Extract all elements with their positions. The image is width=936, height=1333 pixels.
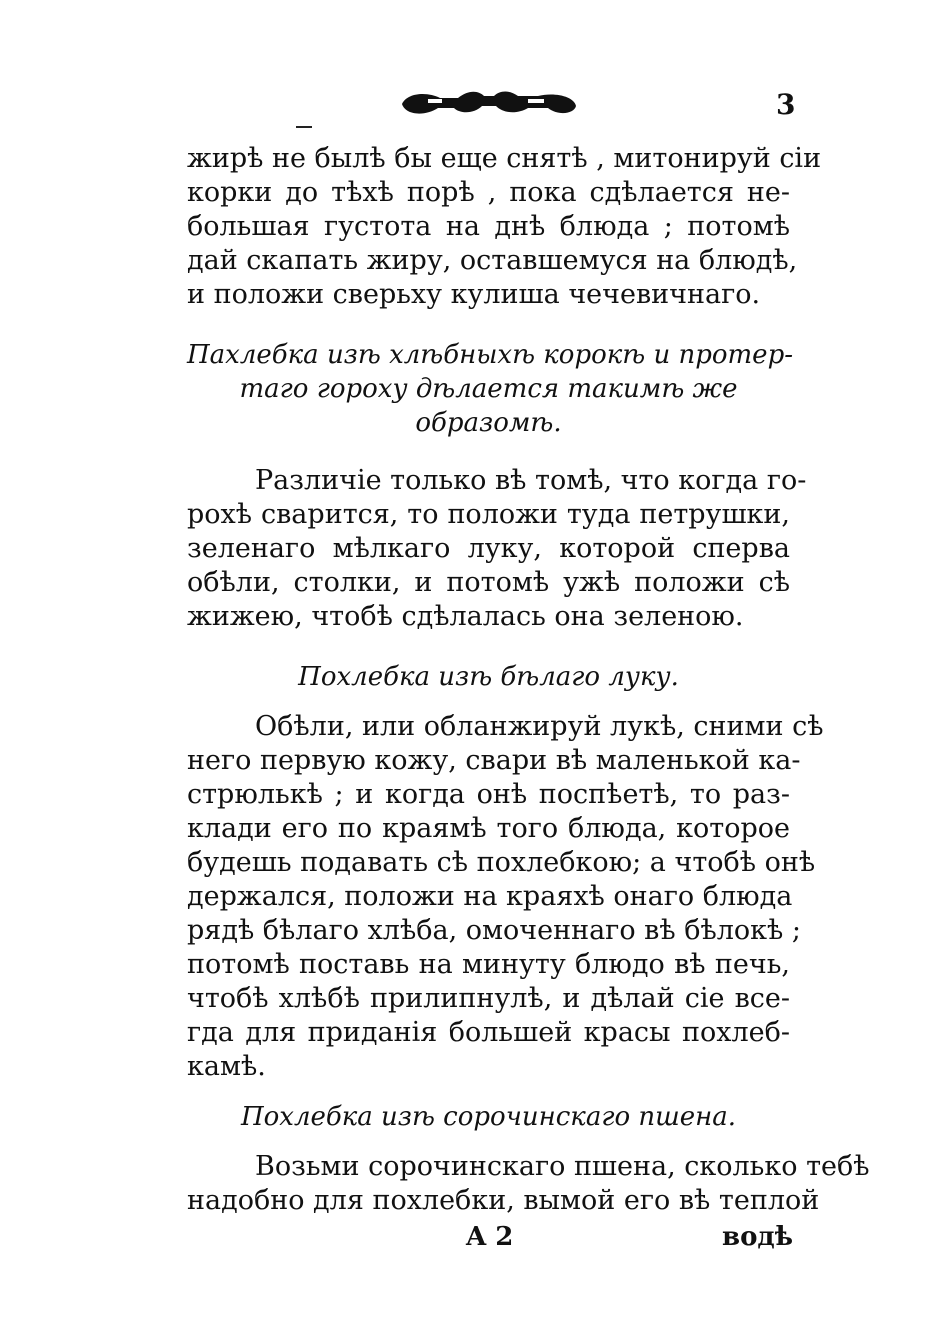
text-line: держался, положи на краяхѣ онаго блюда	[187, 881, 793, 912]
text-line: рохѣ сварится, то положи туда петрушки,	[187, 499, 790, 530]
page-number: 3	[776, 88, 796, 121]
recipe-heading: Пахлебка изѣ хлѣбныхѣ корокѣ и протер-	[187, 340, 793, 370]
recipe-heading: Похлебка изѣ бѣлаго луку.	[298, 662, 679, 692]
text-line: будешь подавать сѣ похлебкою; а чтобѣ онѣ	[187, 847, 816, 878]
text-line: камѣ.	[187, 1051, 266, 1082]
catchword: водѣ	[722, 1222, 794, 1252]
divider-dash	[296, 126, 312, 128]
text-line: обѣли, столки, и потомѣ ужѣ положи сѣ	[187, 567, 790, 598]
text-line: зеленаго мѣлкаго луку, которой сперва	[187, 533, 790, 564]
text-line: гда для приданія большей красы похлеб-	[187, 1017, 790, 1048]
text-line: Различіе только вѣ томѣ, что когда го-	[255, 465, 807, 496]
text-line: рядѣ бѣлаго хлѣба, омоченнаго вѣ бѣлокѣ ;	[187, 915, 802, 946]
recipe-heading: Похлебка изѣ сорочинскаго пшена.	[240, 1102, 737, 1132]
text-line: Обѣли, или обланжируй лукѣ, сними сѣ	[255, 711, 824, 742]
text-line: корки до тѣхѣ порѣ , пока сдѣлается не-	[187, 177, 790, 208]
text-line: клади его по краямѣ того блюда, которое	[187, 813, 790, 844]
text-line: чтобѣ хлѣбѣ прилипнулѣ, и дѣлай сіе все-	[187, 983, 790, 1014]
text-line: стрюлькѣ ; и когда онѣ поспѣетѣ, то раз-	[187, 779, 790, 810]
recipe-heading: образомѣ.	[415, 408, 562, 438]
text-line: большая густота на днѣ блюда ; потомѣ	[187, 211, 790, 242]
recipe-heading: таго гороху дѣлается такимѣ же	[239, 374, 738, 404]
text-line: жижею, чтобѣ сдѣлалась она зеленою.	[187, 601, 744, 632]
text-line: него первую кожу, свари вѣ маленькой ка-	[187, 745, 801, 776]
text-line: потомѣ поставь на минуту блюдо вѣ печь,	[187, 949, 790, 980]
text-line: жирѣ не былѣ бы еще снятѣ , митонируй сіи	[187, 143, 822, 174]
text-line: Возьми сорочинскаго пшена, сколько тебѣ	[255, 1151, 870, 1182]
text-line: и положи сверьху кулиша чечевичнаго.	[187, 279, 761, 310]
text-line: дай скапать жиру, оставшемуся на блюдѣ,	[187, 245, 798, 276]
text-line: надобно для похлебки, вымой его вѣ теплой	[187, 1185, 820, 1216]
scroll-ornament-icon	[398, 84, 580, 120]
signature-mark: A 2	[466, 1222, 514, 1252]
